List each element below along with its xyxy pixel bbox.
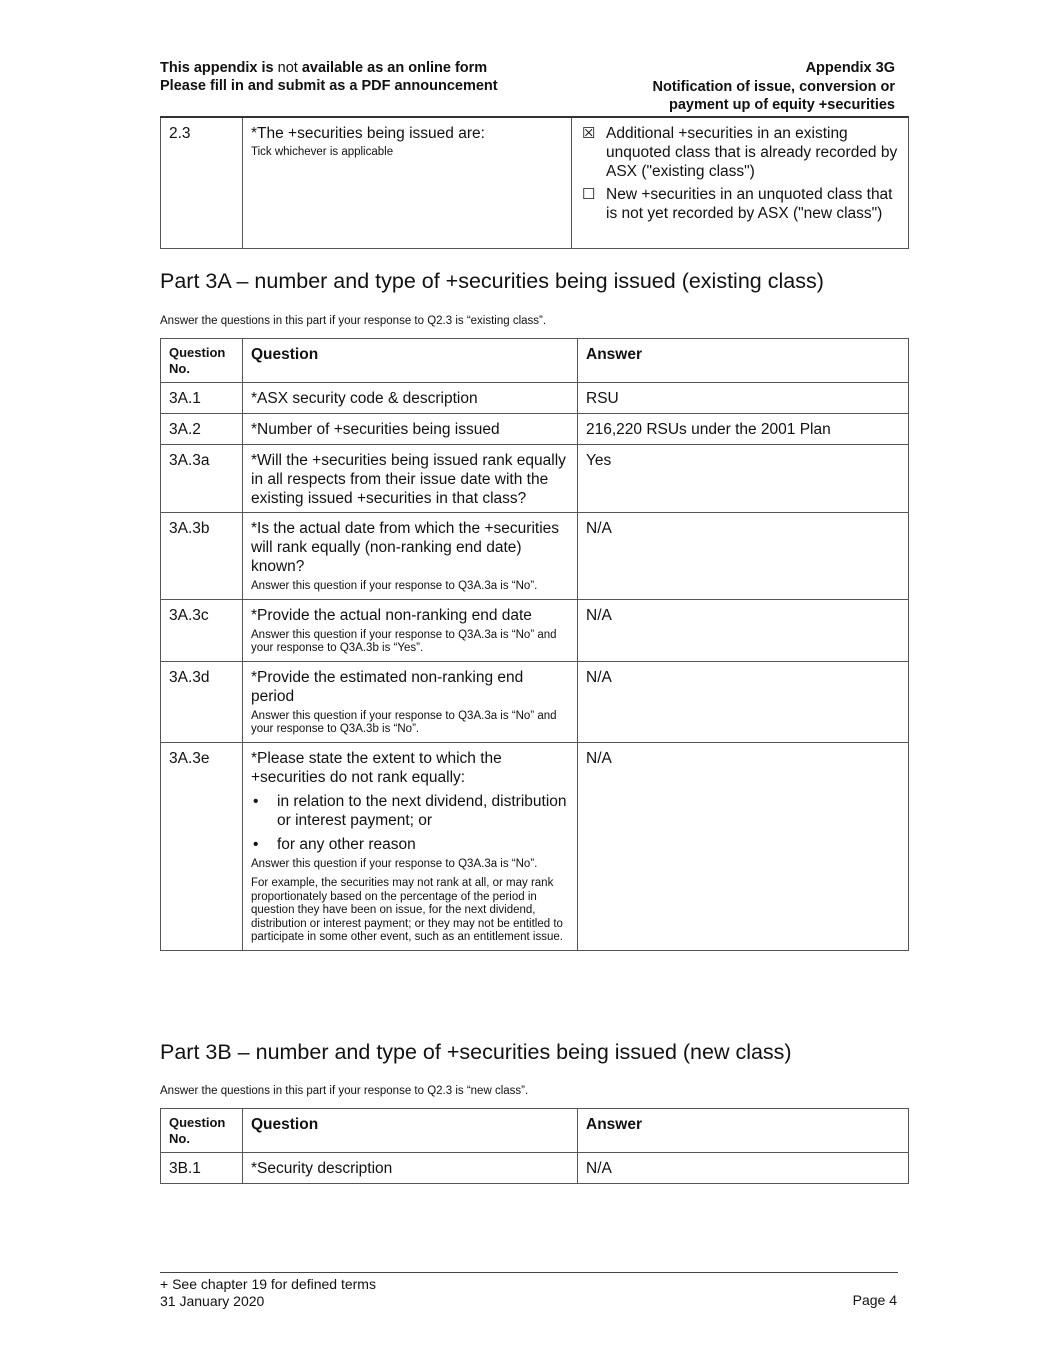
question-number: 3A.3c: [161, 599, 243, 661]
question-note: Answer this question if your response to Q3A.3a is “No”.: [251, 580, 538, 592]
table-row: [161, 414, 909, 445]
question-cell: [243, 117, 572, 249]
question-text: *Is the actual date from which the +securities will rank equally (non-ranking end date) known?: [251, 520, 560, 575]
table-row: [161, 383, 909, 414]
answer-value: N/A: [578, 1153, 909, 1184]
header-question: Question: [243, 339, 578, 383]
question-text: *ASX security code & description: [243, 383, 578, 414]
q23-table: [160, 116, 909, 249]
table-row: [161, 445, 909, 513]
answer-value: N/A: [578, 661, 909, 742]
notice-text: available as an online form: [297, 60, 488, 76]
answer-value: Yes: [578, 445, 909, 513]
part-3a-title: Part 3A – number and type of +securities being issued (existing class): [160, 269, 824, 293]
question-note: Answer this question if your response to Q3A.3a is “No” and your response to Q3A.3b is “No”.: [251, 709, 557, 735]
question-number: 3A.3e: [161, 742, 243, 950]
option-label: Additional +securities in an existing unquoted class that is already recorded by ASX ("existing class"): [606, 125, 898, 180]
checkbox-checked-icon[interactable]: ☒: [582, 125, 596, 142]
question-note: Tick whichever is applicable: [251, 146, 394, 158]
part-3b-title: Part 3B – number and type of +securities being issued (new class): [160, 1040, 792, 1064]
bullet-icon: •: [253, 835, 259, 853]
bullet-icon: •: [253, 792, 259, 810]
page-number: Page 4: [852, 1292, 897, 1308]
question-example: For example, the securities may not rank at all, or may rank proportionately based on the percentage of the period in question they have been on issue, for the next dividend, distribution or interest payment; or they may not be entitled to participate in some other event, such as an entitlement issue.: [251, 877, 563, 943]
question-note: Answer this question if your response to Q3A.3a is “No”.: [251, 857, 538, 870]
appendix-notice: [160, 59, 498, 95]
question-number: 3A.1: [161, 383, 243, 414]
footer-divider: [160, 1272, 898, 1273]
table-row: [161, 513, 909, 600]
question-number: 3B.1: [161, 1153, 243, 1184]
footer-terms: + See chapter 19 for defined terms: [160, 1276, 376, 1292]
appendix-name-line2: payment up of equity +securities: [668, 97, 895, 113]
question-text: *The +securities being issued are:: [251, 125, 485, 142]
header-question-no: Question No.: [161, 339, 243, 383]
appendix-title: [652, 59, 895, 115]
question-text: *Provide the estimated non-ranking end period: [251, 668, 524, 705]
bullet-item: [251, 835, 569, 854]
question-cell: [243, 661, 578, 742]
bullet-text: in relation to the next dividend, distribution or interest payment; or: [277, 792, 567, 829]
question-text: *Number of +securities being issued: [243, 414, 578, 445]
question-number: 3A.2: [161, 414, 243, 445]
question-number: 2.3: [161, 117, 243, 249]
appendix-name-line1: Notification of issue, conversion or: [652, 78, 895, 95]
table-row: [161, 742, 909, 950]
answer-value: N/A: [578, 742, 909, 950]
footer-date: 31 January 2020: [160, 1292, 265, 1309]
answer-value: RSU: [578, 383, 909, 414]
submit-instruction: Please fill in and submit as a PDF announcement: [160, 78, 498, 94]
answer-value: N/A: [578, 513, 909, 600]
header-question: Question: [243, 1109, 578, 1153]
table-row: [161, 1153, 909, 1184]
question-text: *Security description: [243, 1153, 578, 1184]
header-answer: Answer: [578, 1109, 909, 1153]
part-3a-table: [160, 338, 909, 951]
answer-value: 216,220 RSUs under the 2001 Plan: [578, 414, 909, 445]
bullet-text: for any other reason: [277, 835, 416, 853]
option-existing-class[interactable]: [582, 124, 900, 181]
question-cell: [243, 742, 578, 950]
question-text: *Will the +securities being issued rank equally in all respects from their issue date with the existing issued +securities in that class?: [243, 445, 578, 513]
question-text: *Provide the actual non-ranking end date: [251, 606, 532, 624]
answer-cell: [572, 117, 909, 249]
option-new-class[interactable]: [582, 185, 900, 223]
part-3b-subtitle: Answer the questions in this part if your response to Q2.3 is “new class”.: [160, 1085, 529, 1097]
question-cell: [243, 599, 578, 661]
header-answer: Answer: [578, 339, 909, 383]
notice-text: This appendix is: [160, 60, 278, 76]
question-text: *Please state the extent to which the +securities do not rank equally:: [251, 749, 502, 786]
question-number: 3A.3d: [161, 661, 243, 742]
bullet-item: [251, 792, 569, 830]
part-3b-table: [160, 1108, 909, 1184]
answer-value: N/A: [578, 599, 909, 661]
question-note: Answer this question if your response to Q3A.3a is “No” and your response to Q3A.3b is “Yes”.: [251, 628, 557, 654]
question-number: 3A.3a: [161, 445, 243, 513]
table-row: [161, 599, 909, 661]
table-header-row: [161, 1109, 909, 1153]
part-3a-subtitle: Answer the questions in this part if your response to Q2.3 is “existing class”.: [160, 315, 547, 327]
footer-left: [160, 1276, 376, 1309]
question-number: 3A.3b: [161, 513, 243, 600]
notice-emphasis: not: [277, 60, 298, 76]
table-row: [161, 117, 909, 249]
appendix-number: Appendix 3G: [805, 60, 895, 76]
table-header-row: [161, 339, 909, 383]
header-question-no: Question No.: [161, 1109, 243, 1153]
table-row: [161, 661, 909, 742]
option-label: New +securities in an unquoted class that is not yet recorded by ASX ("new class"): [606, 186, 893, 222]
checkbox-empty-icon[interactable]: ☐: [582, 186, 596, 203]
question-cell: [243, 513, 578, 600]
